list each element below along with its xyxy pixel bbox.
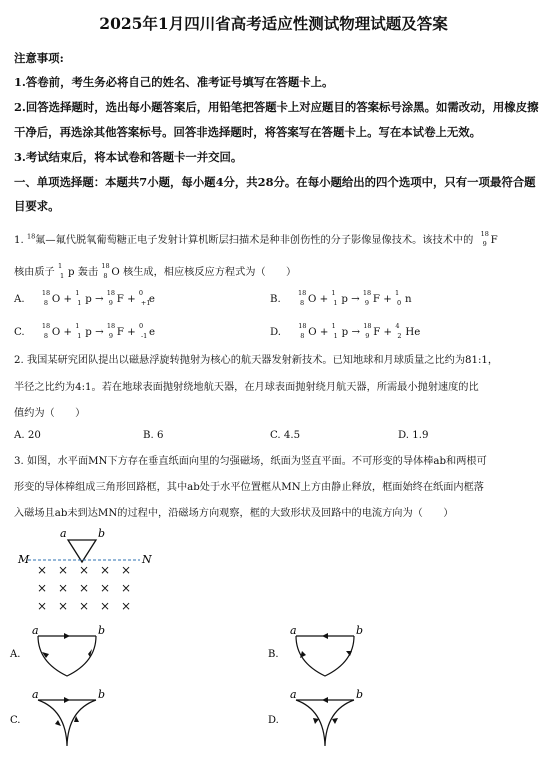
q3-option-a-figure[interactable] [8, 624, 148, 686]
svg-text:×: × [58, 599, 69, 613]
svg-text:×: × [121, 563, 132, 577]
svg-text:×: × [100, 599, 111, 613]
label-b: b [356, 688, 364, 701]
q2-option-b[interactable]: B. 6 [143, 430, 164, 441]
arrow-icon [64, 697, 70, 703]
q3-line-1: 3. 如图，水平面MN下方存在垂直纸面向里的匀强磁场，纸面为竖直平面。不可形变的导体棒ab和两根可 [14, 456, 487, 467]
section-heading-cont: 目要求。 [14, 199, 60, 213]
note-3: 3.考试结束后，将本试卷和答题卡一并交回。 [14, 150, 243, 164]
q2-line-2: 半径之比约为4:1。若在地球表面抛射绕地航天器，在月球表面抛射绕月航天器，所需最小抛射速度的比 [14, 382, 479, 393]
label-a: a [290, 624, 297, 637]
q1-option-d[interactable]: D. 18 8 O + 1 1 p → 18 9 F + 4 2 He [270, 322, 421, 340]
label-a: a [60, 527, 67, 540]
label-b: b [98, 527, 106, 540]
svg-text:×: × [79, 581, 90, 595]
note-2: 2.回答选择题时，选出每小题答案后，用铅笔把答题卡上对应题目的答案标号涂黑。如需改动，用橡皮擦 [14, 100, 539, 114]
svg-text:×: × [79, 563, 90, 577]
svg-text:×: × [37, 581, 48, 595]
svg-text:×: × [100, 563, 111, 577]
magnetic-field-crosses [37, 563, 131, 613]
option-label: B. [268, 649, 279, 660]
q2-option-a[interactable]: A. 20 [14, 430, 41, 441]
q2-line-3: 值约为（ ） [14, 408, 86, 419]
q3-line-2: 形变的导体棒组成三角形回路框，其中ab处于水平位置框从MN上方由静止释放，框面始终在纸面内框落 [14, 482, 484, 493]
option-label: C. [10, 715, 21, 726]
label-a: a [32, 688, 39, 701]
label-n: N [142, 553, 152, 566]
q3-line-3: 入磁场且ab未到达MN的过程中，沿磁场方向观察，框的大致形状及回路中的电流方向为（ ） [14, 508, 454, 519]
label-b: b [98, 688, 106, 701]
label-a: a [32, 624, 39, 637]
triangle-frame [68, 540, 96, 562]
option-label: D. [268, 715, 279, 726]
svg-text:×: × [100, 581, 111, 595]
svg-text:×: × [121, 581, 132, 595]
arrow-icon [322, 697, 328, 703]
section-heading: 一、单项选择题：本题共7小题，每小题4分，共28分。在每小题给出的四个选项中，只有一项最符合题 [14, 175, 536, 189]
svg-text:×: × [37, 599, 48, 613]
q1-option-a[interactable]: A. 18 8 O + 1 1 p → 18 9 F + 0 +1 e [14, 289, 155, 307]
svg-text:×: × [58, 581, 69, 595]
svg-text:×: × [37, 563, 48, 577]
q2-line-1: 2. 我国某研究团队提出以磁悬浮旋转抛射为核心的航天器发射新技术。已知地球和月球质量之比约为81:1， [14, 355, 499, 366]
page-title: 2025年1月四川省高考适应性测试物理试题及答案 [99, 14, 448, 33]
q3-main-figure [10, 522, 170, 622]
q3-option-b-figure[interactable] [266, 624, 406, 686]
label-b: b [98, 624, 106, 637]
q1-line-2: 核由质子 1 1 p 轰击 18 8 O 核生成，相应核反应方程式为（ ） [14, 262, 297, 280]
arrow-icon [322, 633, 328, 639]
arrow-icon [55, 720, 61, 726]
svg-text:×: × [58, 563, 69, 577]
q2-option-c[interactable]: C. 4.5 [270, 430, 301, 441]
label-a: a [290, 688, 297, 701]
arrow-icon [332, 718, 338, 724]
q3-option-c-figure[interactable] [8, 686, 148, 756]
option-label: A. [10, 649, 21, 660]
q1-option-b[interactable]: B. 18 8 O + 1 1 p → 18 9 F + 1 0 n [270, 289, 412, 307]
note-2-cont: 干净后，再选涂其他答案标号。回答非选择题时，将答案写在答题卡上。写在本试卷上无效。 [14, 125, 482, 139]
q1-option-c[interactable]: C. 18 8 O + 1 1 p → 18 9 F + 0 -1 e [14, 322, 155, 340]
q3-option-d-figure[interactable] [266, 686, 406, 756]
svg-text:×: × [79, 599, 90, 613]
label-b: b [356, 624, 364, 637]
note-1: 1.答卷前，考生务必将自己的姓名、准考证号填写在答题卡上。 [14, 75, 334, 89]
arrow-icon [313, 718, 319, 724]
notice-heading: 注意事项: [14, 51, 64, 65]
label-m: M [18, 553, 30, 566]
q2-option-d[interactable]: D. 1.9 [398, 430, 429, 441]
q1-line-1: 1. $^{18}$氟—氟代脱氧葡萄糖正电子发射计算机断层扫描术是种非创伤性的分子影像显像技术。该技术中的 18 9 F [14, 230, 498, 248]
svg-text:×: × [121, 599, 132, 613]
arrow-icon [64, 633, 70, 639]
